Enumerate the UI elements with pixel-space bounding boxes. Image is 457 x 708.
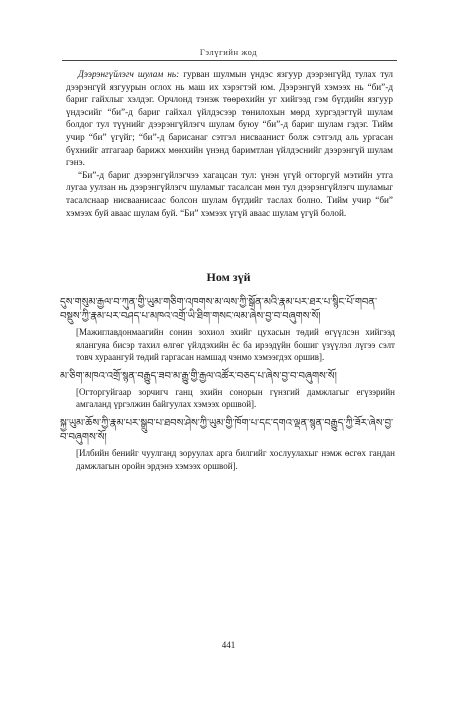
- tibetan-title: མ་ཅིག་མཁའ་འགྲོ་སྙན་བརྒྱུད་ཟབ་མ་རྒྱུ་གྱི་རྒྱལ་འཚོར་བཅད་པ་ཞེས་བྱ་བ་བཞུགས་སོ།: [60, 370, 337, 382]
- mongolian-translation: [Огторгуйгаар зорчигч ганц эхийн сонорын гүнзгий дамжлагыг егүзэрийн амгаланд үргэлжин байгуулах хэмээх оршвой].: [76, 386, 395, 410]
- paragraph-1-text: гурван шулмын үндэс язгуур дээрэнгүйд тулах тул дээрэнгүй язгуурын оглох нь маш их хэрэгтэй юм. Дээрэнгүй хэмээх нь “би”-д бариг гайхлыг хэлдэг. Орчлонд тэнэж төөрөхийн уг хийгээд гэм бүгдийн язгуур үндэсийг “би”-д бариг гайхал үйлдэсээр төнилохын мөрд хургэдэгтүй шулам болдог тул түүнийг дээрэнгүйлэгч шулам буюу “би”-д бариг шулам гэдэг. Тийм учир “би” үгүйг; “би”-д барисанаг сэтгэл нисвааниcт болж сэтгэлд аль ургасан бүхнийг атгагаар барижх мөнхийн үнэнд баримтлан үйлдэснийг дээрэнгүй шулам гэнэ.: [66, 69, 393, 168]
- paragraph-1: [66, 68, 393, 169]
- tibetan-title: དུས་གསུམ་རྒྱལ་བ་ཀུན་གྱི་ཡུམ་གཅིག་འཁགས་མ་ལས་ཀྱི་སྒོན་མའི་རྣམ་པར་ཐར་པ་སྙིང་པོ་གབན་བསྡུས་ཀྱི་རྣམ་པར་བཤད་པ་མཁའ་འགྲོ་ཡི་ཐིག་གསང་ལམ་ཞེས་བྱ་བ་བཞུགས་སོ།: [60, 297, 378, 322]
- bibliography-entry: [60, 370, 395, 411]
- bibliography-entry: [60, 417, 395, 472]
- mongolian-translation: [Илбийн бенийг чуулганд зоруулах арга билгийг хослуулахыг нэмж өсгөх гандан дамжлагын оройн эрдэнэ хэмээх оршвой].: [76, 447, 395, 471]
- bibliography-entry: [60, 296, 395, 364]
- term-definition-lead: Дээрэнгүйлэгч шулам нь:: [78, 69, 180, 79]
- tibetan-title: སྐྱ་ཡུམ་ཆོས་ཀྱི་རྣམ་པར་སྒྲུབ་པ་ཐབས་ཤེས་ཀྱི་ཡུམ་གྱི་ཁོག་པ་དང་དགའ་ལྡན་སྙན་བརྒྱུད་ཀྱི་ཟོར་ཞེས་བྱ་བ་བཞུགས་སོ།: [60, 417, 394, 443]
- page-number: 441: [221, 640, 236, 650]
- paragraph-2: “Би”-д бариг дээрэнгүйлэгчээ хагацсан тул: үнэн үгүй огторгуй мэтийн утга лугаа уулзан нь дээрэнгүйлэгч шуламыг тасалсан мөн тул дээрэнгүйлэгч шуламыг тасалснаар нисваанисаас болсон шулам бүгдийг таслах болно. Тийм учир “би” хэмээх буй аваас шулам буй. “Би” хэмээх үгүй аваас шулам үгүй болой.: [66, 169, 393, 218]
- bibliography-list: [60, 296, 395, 478]
- body-text: [66, 68, 393, 219]
- running-head: Гэлүгийн жод: [199, 47, 258, 57]
- section-heading: Ном зүй: [206, 270, 251, 284]
- header-rule: [62, 60, 397, 61]
- mongolian-translation: [Мажиглавдонмаагийн сонин зохиол эхийг цухасын төдий өгүүлсэн хийгээд ялангуяа бисэр тахил өлгөг үйлдэхийн ёс ба ирээдүйн бошиг үзүүлэл лүгээ сэлт товч хураангуй төдий гаргасан намшад чэнмо хэмээгдэх оршив].: [76, 327, 395, 363]
